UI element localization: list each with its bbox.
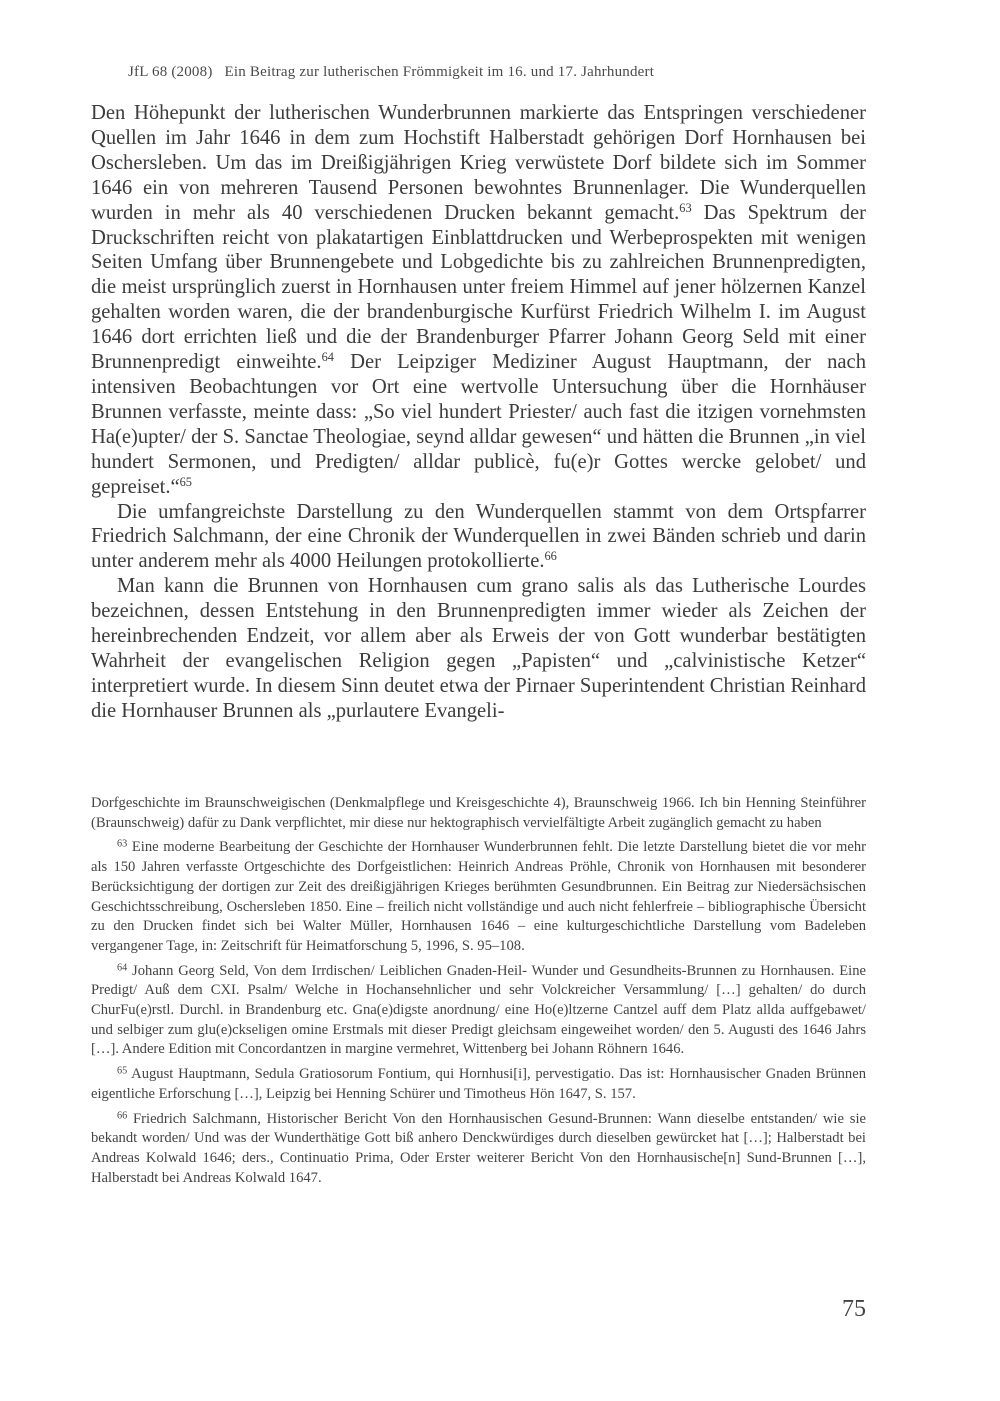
paragraph-1 [91,101,866,500]
footnote-ref-66[interactable]: 66 [544,549,557,564]
journal-reference: JfL 68 (2008) [128,64,213,80]
footnotes [91,794,866,1193]
footnote-number: 64 [117,962,128,974]
footnote-text: August Hauptmann, Sedula Gratiosorum Fontium, qui Hornhusi[i], pervestigatio. Das ist: Hornhausischer Gnaden Brünnen eigentliche Erforschung […], Leipzig bei Henning Schürer und Timotheus Hön 1647, S. 157. [91,1066,866,1102]
footnote-number: 63 [117,838,128,850]
paragraph-1-part-b: Das Spektrum der Druckschriften reicht von plakatartigen Einblattdrucken und Werbeprospekten mit wenigen Seiten Umfang über Brunnengebete und Lobgedichte bis zu zahlreichen Brunnenpredigten, die meist ursprünglich zuerst in Hornhausen unter freiem Himmel auf jener hölzernen Kanzel gehalten worden waren, die der brandenburgische Kurfürst Friedrich Wilhelm I. im August 1646 dort errichten ließ und die der Brandenburger Pfarrer Johann Georg Seld mit einer Brunnenpredigt einweihte. [91,201,866,374]
footnote-number: 65 [117,1065,128,1077]
footnote-ref-65[interactable]: 65 [179,474,192,489]
footnote-text: Johann Georg Seld, Von dem Irrdischen/ Leiblichen Gnaden-Heil- Wunder und Gesundheits-Brunnen zu Hornhausen. Eine Predigt/ Auß dem CXI. Psalm/ Welche in Hochansehnlicher und sehr Volckreicher Versammlung/ […] gehalten/ do durch ChurFu(e)rstl. Durchl. in Brandenburg etc. Gna(e)digste anordnung/ eine Ho(e)ltzerne Cantzel auff dem Platz allda auffgebawet/ und selbiger zum glu(e)ckseligen omine Erstmals mit dieser Predigt gleichsam eingeweihet worden/ den 5. Augusti des 1646 Jahrs […]. Andere Edition mit Concordantzen in margine vermehret, Wittenberg bei Johann Röhnern 1646. [91,962,866,1058]
footnote-ref-64[interactable]: 64 [321,350,334,365]
running-title: Ein Beitrag zur lutherischen Frömmigkeit im 16. und 17. Jahrhundert [224,64,655,80]
footnote-65 [91,1065,866,1104]
footnote-66 [91,1110,866,1189]
footnote-ref-63[interactable]: 63 [679,200,692,215]
paragraph-1-part-a: Den Höhepunkt der lutherischen Wunderbrunnen markierte das Entspringen verschiedener Quellen im Jahr 1646 in dem zum Hochstift Halberstadt gehörigen Dorf Hornhausen bei Oschersleben. Um das im Dreißigjährigen Krieg verwüstete Dorf bildete sich im Sommer 1646 ein von mehreren Tausend Personen bewohntes Brunnenlager. Die Wunderquellen wurden in mehr als 40 verschiedenen Drucken bekannt gemacht. [91,102,866,224]
footnote-63 [91,838,866,956]
footnote-text: Eine moderne Bearbeitung der Geschichte der Hornhauser Wunderbrunnen fehlt. Die letzte Darstellung bietet die vor mehr als 150 Jahren verfasste Ortgeschichte des Dorfgeistlichen: Heinrich Andreas Pröhle, Chronik von Hornhausen mit besonderer Berücksichtigung der dortigen zur Zeit des dreißigjährigen Krieges berühmten Gesundbrunnen. Ein Beitrag zur Niedersächsischen Geschichtsschreibung, Oschersleben 1850. Eine – freilich nicht vollständige und auch nicht fehlerfreie – bibliographische Übersicht zu den Drucken findet sich bei Walter Müller, Hornhausen 1646 – eine kulturgeschichtliche Darstellung vom Badeleben vergangener Tage, in: Zeitschrift für Heimatforschung 5, 1996, S. 95–108. [91,839,866,954]
page-number: 75 [842,1296,866,1322]
paragraph-2-text: Die umfangreichste Darstellung zu den Wunderquellen stammt von dem Ortspfarrer Friedrich Salchmann, der eine Chronik der Wunderquellen in zwei Bänden schrieb und darin unter anderem mehr als 4000 Heilungen protokollierte. [91,500,866,573]
footnote-text: Friedrich Salchmann, Historischer Bericht Von den Hornhausischen Gesund-Brunnen: Wann dieselbe entstanden/ wie sie bekandt worden/ Und was der Wunderthätige Gott biß anhero Denckwürdiges durch dieselben gewürcket hat […]; Halberstadt bei Andreas Kolwald 1646; ders., Continuatio Prima, Oder Erster weiterer Bericht Von den Hornhausische[n] Sund-Brunnen […], Halberstadt bei Andreas Kolwald 1647. [91,1110,866,1186]
footnote-number: 66 [117,1109,128,1121]
running-header [128,64,898,81]
paragraph-2 [91,500,866,575]
footnote-64 [91,962,866,1061]
paragraph-3: Man kann die Brunnen von Hornhausen cum grano salis als das Lutherische Lourdes bezeichnen, dessen Entstehung in den Brunnenpredigten immer wieder als Zeichen der hereinbrechenden Endzeit, vor allem aber als Erweis der von Gott wunderbar bestätigten Wahrheit der evangelischen Religion gegen „Papisten“ und „calvinistische Ketzer“ interpretiert wurde. In diesem Sinn deutet etwa der Pirnaer Superintendent Christian Reinhard die Hornhauser Brunnen als „purlautere Evangeli- [91,575,866,722]
paragraph-1-part-c: Der Leipziger Mediziner August Hauptmann, der nach intensiven Beobachtungen vor Ort eine wertvolle Untersuchung über die Hornhäuser Brunnen verfasste, meinte dass: „So viel hundert Priester/ auch fast die itzigen vornehmsten Ha(e)upter/ der S. Sanctae Theologiae, seynd alldar gewesen“ und hätten die Brunnen „in viel hundert Sermonen, und Predigten/ alldar publicè, fu(e)r Gottes wercke gelobet/ und gepreiset.“ [91,351,866,498]
footnote-continuation: Dorfgeschichte im Braunschweigischen (Denkmalpflege und Kreisgeschichte 4), Braunschweig 1966. Ich bin Henning Steinführer (Braunschweig) dafür zu Dank verpflichtet, mir diese nur hektographisch vervielfältigte Arbeit zugänglich gemacht zu haben [91,795,866,831]
main-text [91,101,866,724]
